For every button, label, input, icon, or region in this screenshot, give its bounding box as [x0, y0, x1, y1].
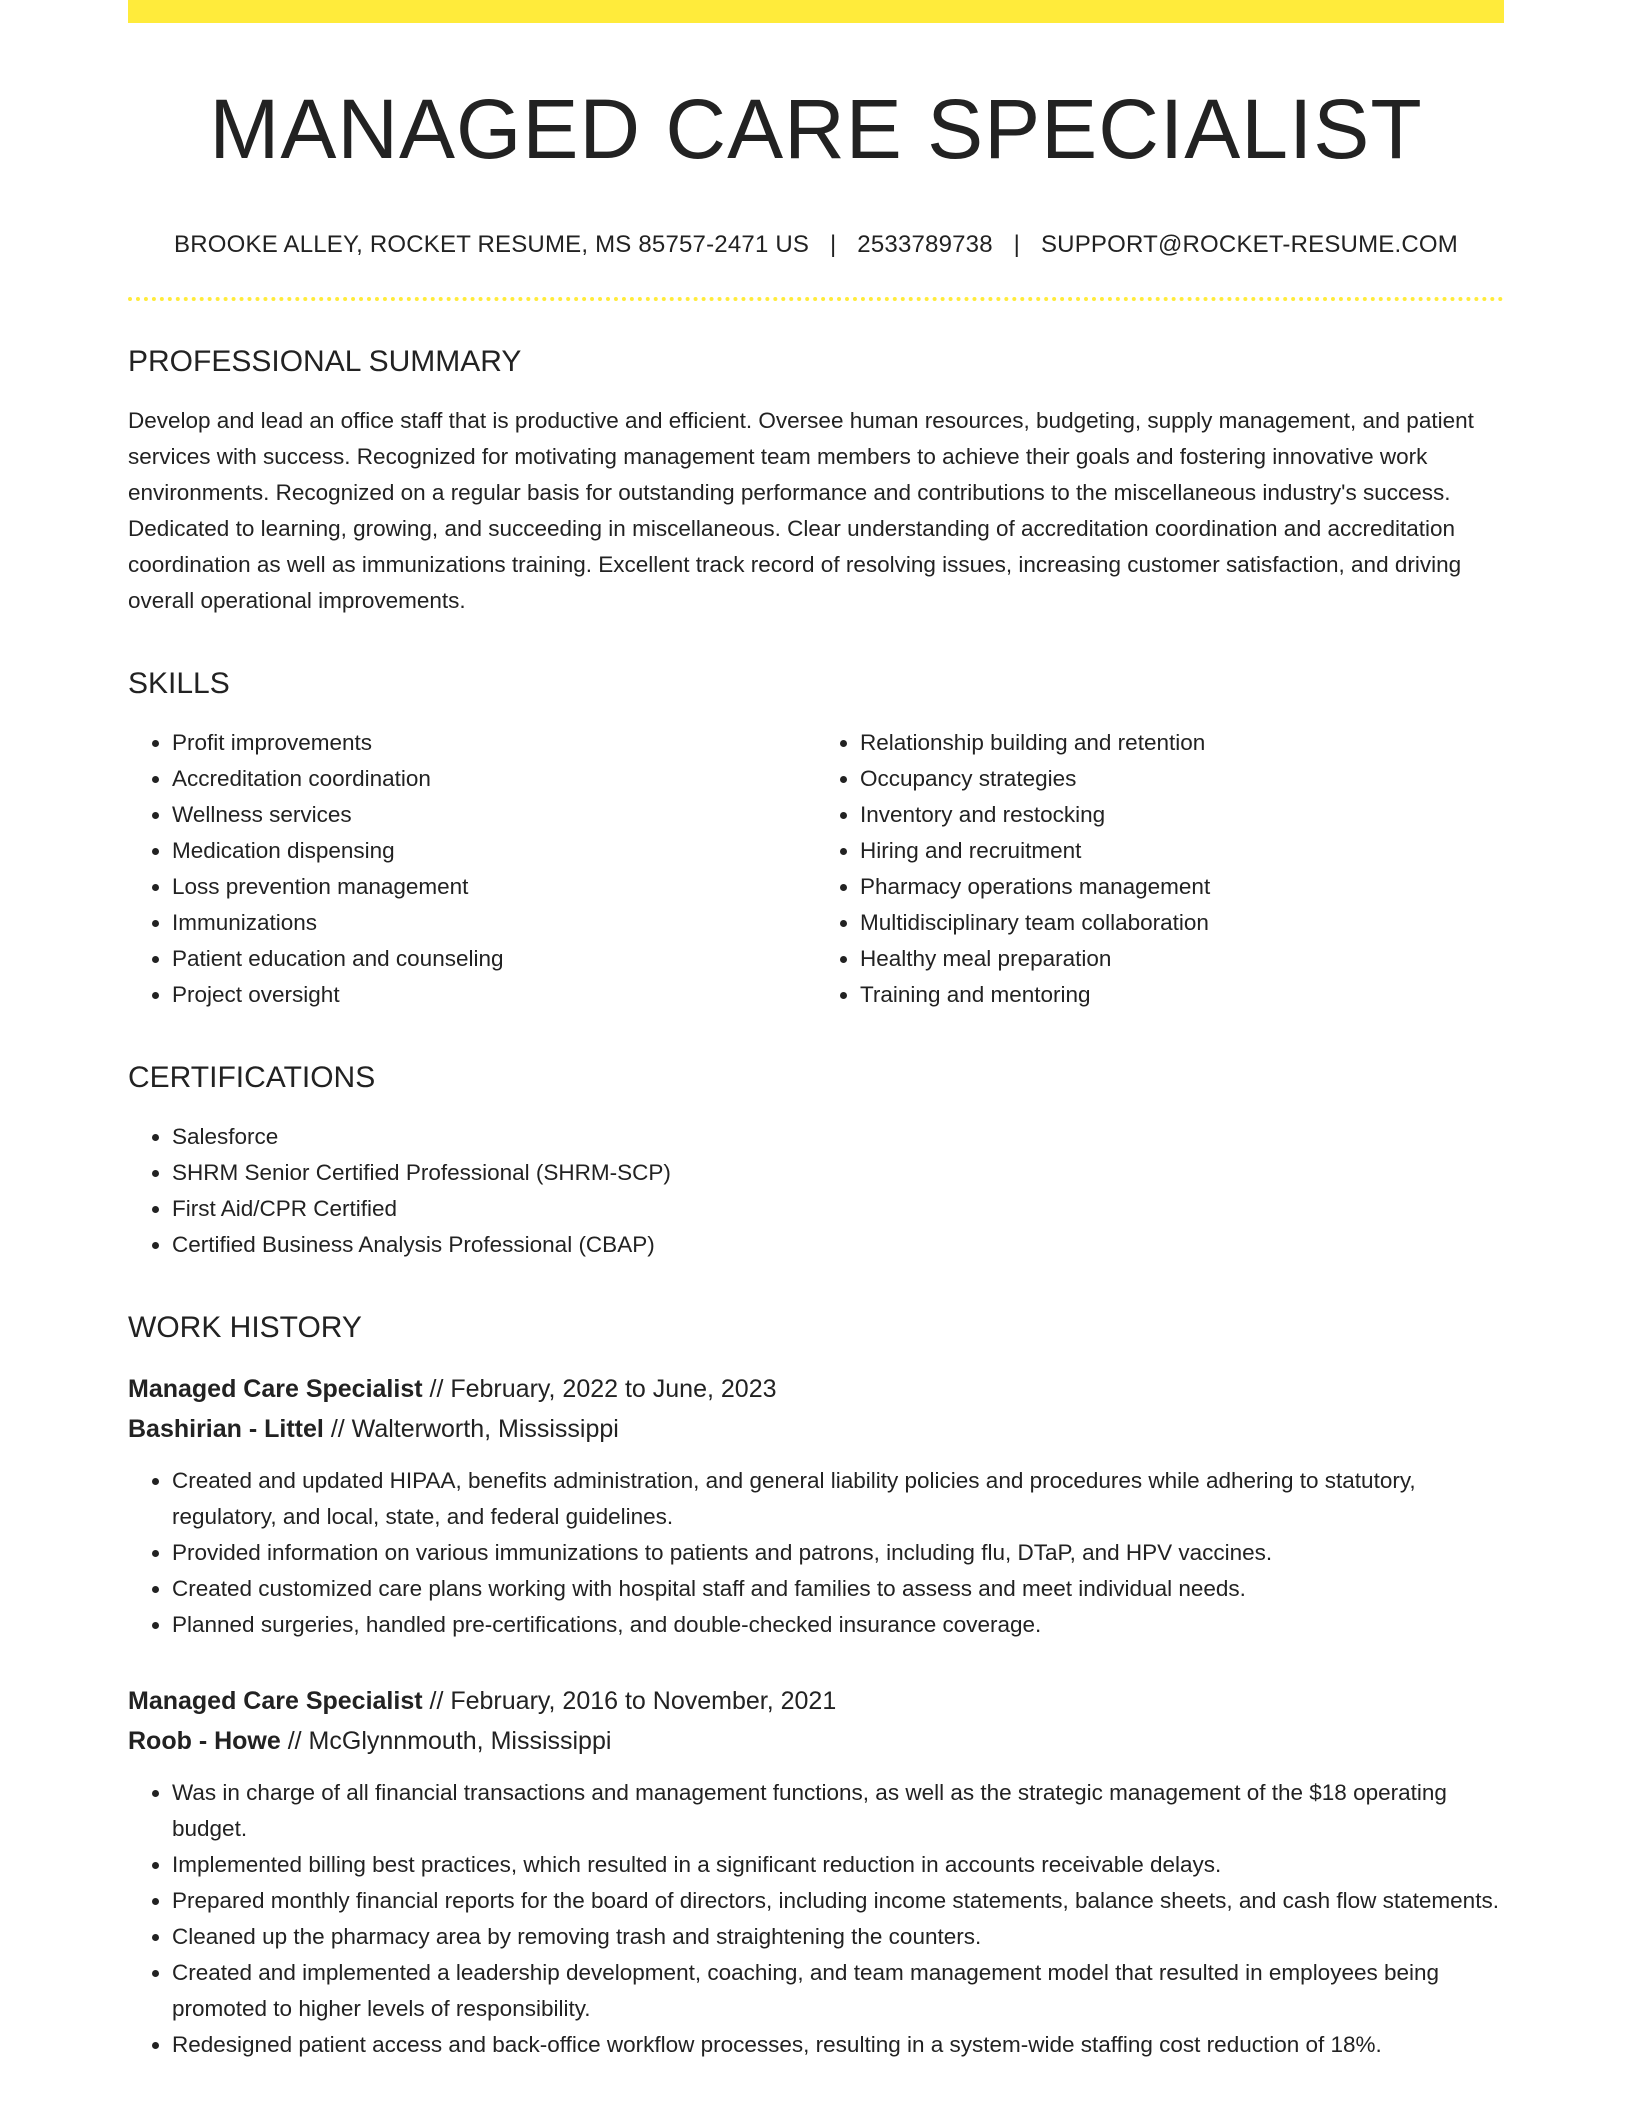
skill-item: • Profit improvements: [172, 725, 816, 761]
job-company-line: [128, 1409, 1504, 1449]
skills-columns: [128, 725, 1504, 1013]
skill-item: • Project oversight: [172, 977, 816, 1013]
contact-phone: 2533789738: [857, 231, 993, 259]
contact-separator: |: [829, 231, 837, 259]
job-location: // Walterworth, Mississippi: [330, 1415, 619, 1444]
dotted-divider: [128, 297, 1504, 301]
skill-item: • Patient education and counseling: [172, 941, 816, 977]
job-title: Managed Care Specialist: [128, 1687, 423, 1716]
skill-item: • Wellness services: [172, 797, 816, 833]
summary-heading: PROFESSIONAL SUMMARY: [128, 345, 522, 379]
certification-item: • SHRM Senior Certified Professional (SHRM-SCP): [172, 1155, 1504, 1191]
skills-heading: SKILLS: [128, 667, 230, 701]
skill-item: • Immunizations: [172, 905, 816, 941]
job-entry: [128, 1369, 1504, 1643]
skill-item: • Relationship building and retention: [860, 725, 1504, 761]
job-bullet: • Provided information on various immunizations to patients and patrons, including flu, DTaP, and HPV vaccines.: [172, 1535, 1504, 1571]
job-entry: [128, 1681, 1504, 2063]
job-company-line: [128, 1721, 1504, 1761]
skills-left-list: [128, 725, 816, 1013]
skill-item: • Medication dispensing: [172, 833, 816, 869]
job-title: Managed Care Specialist: [128, 1375, 423, 1404]
job-location: // McGlynnmouth, Mississippi: [287, 1727, 612, 1756]
skills-right-list: [816, 725, 1504, 1013]
job-bullet: • Created and updated HIPAA, benefits administration, and general liability policies and procedures while adhering to statutory, regulatory, and local, state, and federal guidelines.: [172, 1463, 1504, 1535]
job-bullet: • Cleaned up the pharmacy area by removing trash and straightening the counters.: [172, 1919, 1504, 1955]
certification-item: • Salesforce: [172, 1119, 1504, 1155]
skill-item: • Multidisciplinary team collaboration: [860, 905, 1504, 941]
skill-item: • Accreditation coordination: [172, 761, 816, 797]
contact-address: BROOKE ALLEY, ROCKET RESUME, MS 85757-2471 US: [174, 231, 810, 259]
skill-item: • Occupancy strategies: [860, 761, 1504, 797]
contact-email: SUPPORT@ROCKET-RESUME.COM: [1040, 231, 1458, 259]
job-bullet: • Implemented billing best practices, which resulted in a significant reduction in accounts receivable delays.: [172, 1847, 1504, 1883]
contact-separator: |: [1013, 231, 1021, 259]
summary-text: Develop and lead an office staff that is productive and efficient. Oversee human resources, budgeting, supply management, and patient services with success. Recognized for motivating management team members to achieve their goals and fostering innovative work environments. Recognized on a regular basis for outstanding performance and contributions to the miscellaneous industry's success. Dedicated to learning, growing, and succeeding in miscellaneous. Clear understanding of accreditation coordination and accreditation coordination as well as immunizations training. Excellent track record of resolving issues, increasing customer satisfaction, and driving overall operational improvements.: [128, 408, 1474, 614]
job-bullet: • Was in charge of all financial transactions and management functions, as well as the strategic management of the $18 operating budget.: [172, 1775, 1504, 1847]
job-bullet: • Created and implemented a leadership development, coaching, and team management model that resulted in employees being promoted to higher levels of responsibility.: [172, 1955, 1504, 2027]
skill-item: • Pharmacy operations management: [860, 869, 1504, 905]
certification-item: • First Aid/CPR Certified: [172, 1191, 1504, 1227]
job-bullet: • Prepared monthly financial reports for the board of directors, including income statements, balance sheets, and cash flow statements.: [172, 1883, 1504, 1919]
job-bullets: [128, 1775, 1504, 2063]
page-title: MANAGED CARE SPECIALIST: [209, 82, 1423, 176]
skill-item: • Loss prevention management: [172, 869, 816, 905]
certification-item: • Certified Business Analysis Professional (CBAP): [172, 1227, 1504, 1263]
contact-line: [128, 231, 1504, 259]
job-bullet: • Planned surgeries, handled pre-certifications, and double-checked insurance coverage.: [172, 1607, 1504, 1643]
job-dates: // February, 2016 to November, 2021: [429, 1687, 837, 1716]
job-company: Roob - Howe: [128, 1727, 281, 1756]
job-company: Bashirian - Littel: [128, 1415, 324, 1444]
resume-page: [128, 0, 1504, 2063]
job-title-line: [128, 1369, 1504, 1409]
certifications-heading: CERTIFICATIONS: [128, 1061, 376, 1095]
job-bullet: • Created customized care plans working with hospital staff and families to assess and meet individual needs.: [172, 1571, 1504, 1607]
certifications-list: [128, 1119, 1504, 1263]
job-dates: // February, 2022 to June, 2023: [429, 1375, 777, 1404]
job-bullets: [128, 1463, 1504, 1643]
job-title-line: [128, 1681, 1504, 1721]
work-history-heading: WORK HISTORY: [128, 1311, 362, 1345]
job-bullet: • Redesigned patient access and back-office workflow processes, resulting in a system-wide staffing cost reduction of 18%.: [172, 2027, 1504, 2063]
top-accent-bar: [128, 0, 1504, 23]
skill-item: • Healthy meal preparation: [860, 941, 1504, 977]
skill-item: • Training and mentoring: [860, 977, 1504, 1013]
skill-item: • Hiring and recruitment: [860, 833, 1504, 869]
skill-item: • Inventory and restocking: [860, 797, 1504, 833]
work-history-list: [128, 1369, 1504, 2063]
